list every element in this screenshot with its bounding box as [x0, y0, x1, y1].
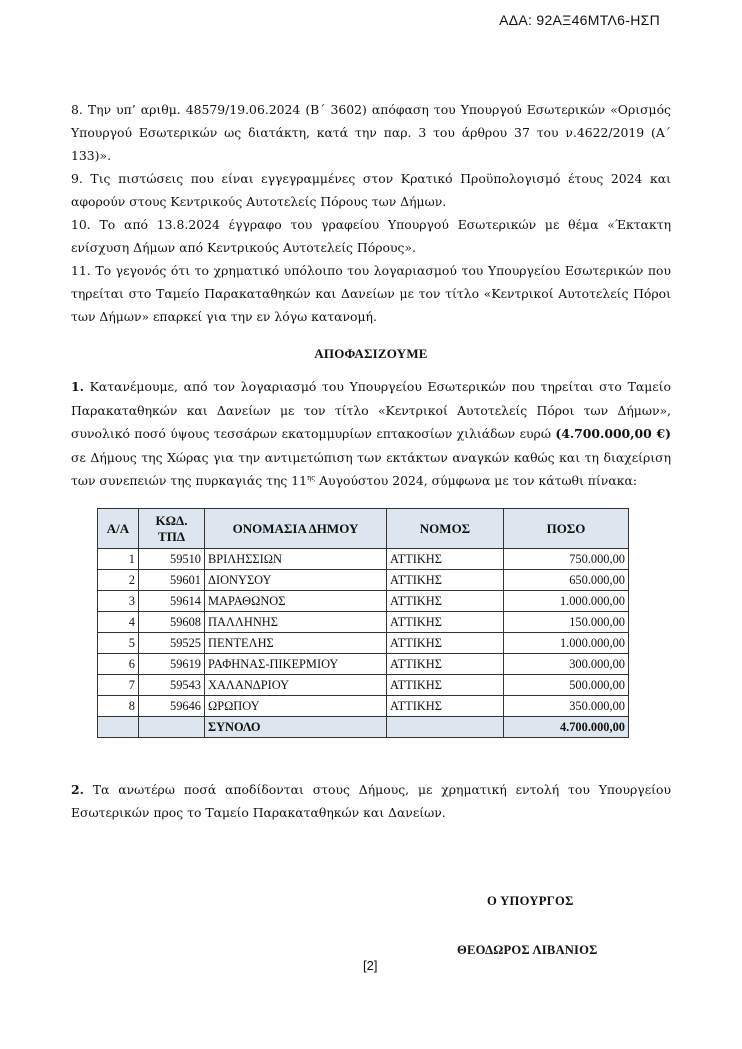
signature-name: ΘΕΟΔΩΡΟΣ ΛΙΒΑΝΙΟΣ [457, 943, 598, 957]
decision-1-number: 1. [71, 379, 84, 394]
header-aa: Α/Α [98, 509, 139, 549]
row-prefecture: ΑΤΤΙΚΗΣ [387, 633, 504, 654]
row-aa: 1 [98, 549, 139, 570]
consideration-10: 10. Το από 13.8.2024 έγγραφο του γραφείου Υπουργού Εσωτερικών με θέμα «Έκτακτη ενίσχυση Δήμων από Κεντρικούς Αυτοτελείς Πόρους». [71, 217, 671, 255]
row-prefecture: ΑΤΤΙΚΗΣ [387, 654, 504, 675]
row-municipality: ΔΙΟΝΥΣΟΥ [205, 570, 387, 591]
header-code: ΚΩΔ. ΤΠΔ [139, 509, 205, 549]
row-aa: 7 [98, 675, 139, 696]
decision-1-superscript: ης [307, 473, 316, 482]
row-code: 59619 [139, 654, 205, 675]
row-code: 59608 [139, 612, 205, 633]
row-aa: 2 [98, 570, 139, 591]
decision-2-text: Τα ανωτέρω ποσά αποδίδονται στους Δήμους, με χρηματική εντολή του Υπουργείου Εσωτερικών προς το Ταμείο Παρακαταθηκών και Δανείων. [71, 782, 671, 820]
row-code: 59601 [139, 570, 205, 591]
header-amount: ΠΟΣΟ [504, 509, 629, 549]
row-amount: 1.000.000,00 [504, 591, 629, 612]
decision-2-number: 2. [71, 782, 84, 797]
decision-1-text-mid: σε Δήμους της Χώρας για την αντιμετώπιση των εκτάκτων αναγκών καθώς και τη διαχείριση των συνεπειών της πυρκαγιάς της 11 [71, 449, 671, 488]
row-municipality: ΧΑΛΑΝΔΡΙΟΥ [205, 675, 387, 696]
table-row [98, 633, 629, 654]
allocation-table-wrapper [97, 508, 629, 738]
total-empty-aa [98, 717, 139, 738]
ada-code: ΑΔΑ: 92ΑΞ46ΜΤΛ6-ΗΣΠ [499, 12, 660, 28]
row-municipality: ΜΑΡΑΘΩΝΟΣ [205, 591, 387, 612]
consideration-8: 8. Την υπ’ αριθμ. 48579/19.06.2024 (Β΄ 3602) απόφαση του Υπουργού Εσωτερικών «Ορισμός Υπουργού Εσωτερικών ως διατάκτη, κατά την παρ. 3 του άρθρου 37 του ν.4622/2019 (Α΄ 133)». [71, 102, 671, 163]
header-prefecture: ΝΟΜΟΣ [387, 509, 504, 549]
allocation-table [97, 508, 629, 738]
table-header-row [98, 509, 629, 549]
table-row [98, 675, 629, 696]
table-row [98, 696, 629, 717]
consideration-9: 9. Τις πιστώσεις που είναι εγγεγραμμένες στον Κρατικό Προϋπολογισμό έτους 2024 και αφορούν στους Κεντρικούς Αυτοτελείς Πόρους των Δήμων. [71, 171, 671, 209]
decision-1 [71, 375, 671, 493]
row-prefecture: ΑΤΤΙΚΗΣ [387, 696, 504, 717]
row-aa: 5 [98, 633, 139, 654]
row-amount: 350.000,00 [504, 696, 629, 717]
row-prefecture: ΑΤΤΙΚΗΣ [387, 591, 504, 612]
row-code: 59525 [139, 633, 205, 654]
consideration-11: 11. Το γεγονός ότι το χρηματικό υπόλοιπο του λογαριασμού του Υπουργείου Εσωτερικών που τηρείται στο Ταμείο Παρακαταθηκών και Δανείων με τον τίτλο «Κεντρικοί Αυτοτελείς Πόροι των Δήμων» επαρκεί για την εν λόγω κατανομή. [71, 263, 671, 324]
decision-1-text-before: Κατανέμουμε, από τον λογαριασμό του Υπουργείου Εσωτερικών που τηρείται στο Ταμείο Παρακαταθηκών και Δανείων με τον τίτλο «Κεντρικοί Αυτοτελείς Πόροι των Δήμων», συνολικό ποσό ύψους τεσσάρων εκατομμυρίων επτακοσίων χιλιάδων ευρώ [71, 379, 671, 441]
table-row [98, 654, 629, 675]
row-prefecture: ΑΤΤΙΚΗΣ [387, 570, 504, 591]
total-empty-code [139, 717, 205, 738]
row-municipality: ΠΑΛΛΗΝΗΣ [205, 612, 387, 633]
table-row [98, 570, 629, 591]
row-amount: 150.000,00 [504, 612, 629, 633]
total-empty-prefecture [387, 717, 504, 738]
row-municipality: ΒΡΙΛΗΣΣΙΩΝ [205, 549, 387, 570]
row-aa: 6 [98, 654, 139, 675]
row-prefecture: ΑΤΤΙΚΗΣ [387, 675, 504, 696]
table-row [98, 549, 629, 570]
decision-1-text-after: Αυγούστου 2024, σύμφωνα με τον κάτωθι πίνακα: [315, 473, 637, 488]
row-municipality: ΩΡΩΠΟΥ [205, 696, 387, 717]
document-body [71, 98, 671, 493]
decision-2 [71, 778, 671, 824]
row-aa: 3 [98, 591, 139, 612]
row-code: 59543 [139, 675, 205, 696]
row-amount: 650.000,00 [504, 570, 629, 591]
table-row [98, 612, 629, 633]
total-amount: 4.700.000,00 [504, 717, 629, 738]
table-row [98, 591, 629, 612]
row-code: 59614 [139, 591, 205, 612]
row-amount: 500.000,00 [504, 675, 629, 696]
header-municipality: ΟΝΟΜΑΣΙΑ ΔΗΜΟΥ [205, 509, 387, 549]
decision-heading: ΑΠΟΦΑΣΙΖΟΥΜΕ [314, 346, 428, 361]
row-amount: 750.000,00 [504, 549, 629, 570]
total-label: ΣΥΝΟΛΟ [205, 717, 387, 738]
row-prefecture: ΑΤΤΙΚΗΣ [387, 549, 504, 570]
signature-title: Ο ΥΠΟΥΡΓΟΣ [487, 894, 574, 908]
row-prefecture: ΑΤΤΙΚΗΣ [387, 612, 504, 633]
table-total-row [98, 717, 629, 738]
row-municipality: ΡΑΦΗΝΑΣ-ΠΙΚΕΡΜΙΟΥ [205, 654, 387, 675]
row-aa: 8 [98, 696, 139, 717]
row-amount: 300.000,00 [504, 654, 629, 675]
decision-1-amount: (4.700.000,00 €) [555, 426, 671, 441]
page-number: [2] [363, 958, 378, 973]
row-municipality: ΠΕΝΤΕΛΗΣ [205, 633, 387, 654]
row-aa: 4 [98, 612, 139, 633]
row-amount: 1.000.000,00 [504, 633, 629, 654]
row-code: 59510 [139, 549, 205, 570]
row-code: 59646 [139, 696, 205, 717]
